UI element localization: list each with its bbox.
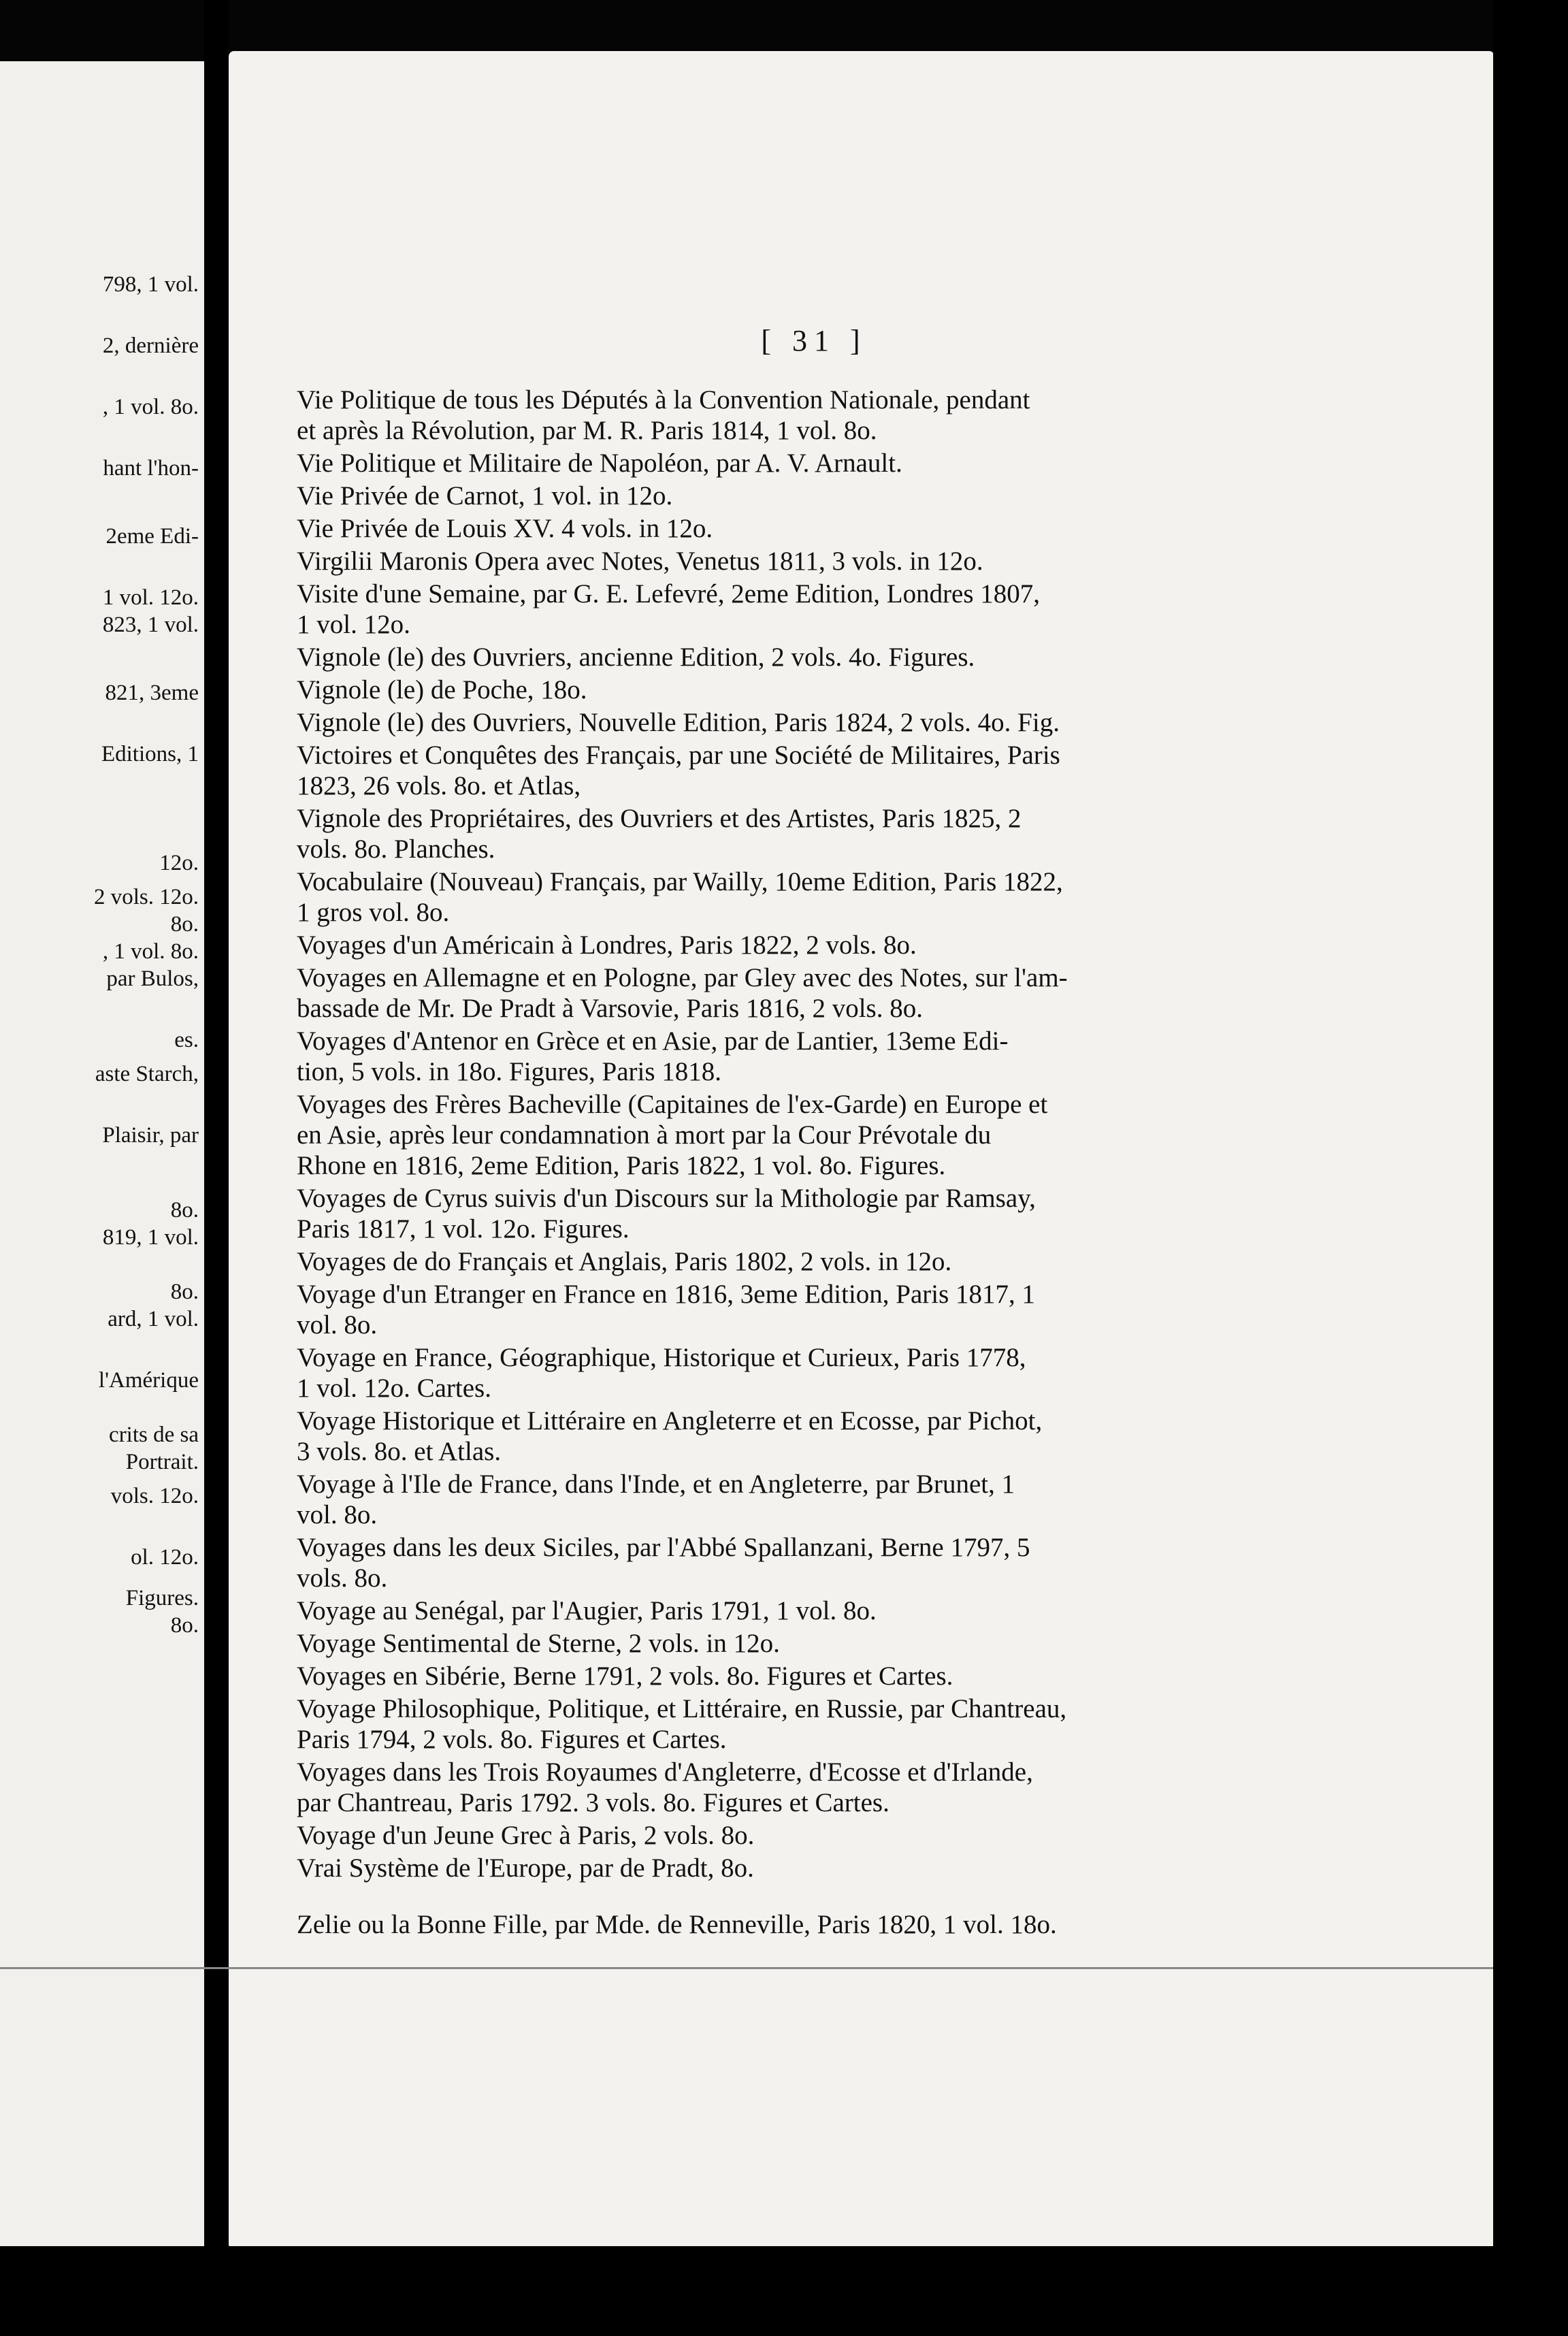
catalogue-entry: [297, 642, 1494, 672]
entry-continuation: 3 vols. 8o. et Atlas.: [297, 1437, 502, 1466]
facing-page-line: 798, 1 vol.: [102, 272, 199, 297]
entry-continuation: Paris 1817, 1 vol. 12o. Figures.: [297, 1214, 630, 1244]
entry-text: Voyages des Frères Bacheville (Capitaines de l'ex-Garde) en Europe et: [297, 1090, 1048, 1119]
catalogue-entry: [297, 546, 1494, 577]
entry-text: Voyages d'Antenor en Grèce et en Asie, par de Lantier, 13eme Edi-: [297, 1026, 1009, 1056]
facing-page-line: , 1 vol. 8o.: [102, 939, 199, 964]
entry-continuation: 1 gros vol. 8o.: [297, 898, 450, 927]
facing-page-fragment: [0, 61, 204, 2253]
entry-text: Voyage Historique et Littéraire en Angleterre et en Ecosse, par Pichot,: [297, 1406, 1043, 1435]
facing-page-line: 2, dernière: [102, 334, 199, 358]
facing-page-line: ol. 12o.: [131, 1545, 199, 1570]
facing-page-line: 1 vol. 12o.: [102, 585, 199, 610]
facing-page-line: crits de sa: [109, 1423, 199, 1447]
entry-gap: [297, 1885, 1494, 1909]
entry-text: Vie Privée de Carnot, 1 vol. in 12o.: [297, 481, 673, 510]
entry-text: Vie Privée de Louis XV. 4 vols. in 12o.: [297, 514, 713, 543]
facing-page-line: 8o.: [170, 1613, 199, 1638]
catalogue-entry: [297, 1595, 1494, 1626]
entry-continuation: vol. 8o.: [297, 1310, 378, 1340]
catalogue-entry: [297, 866, 1494, 928]
facing-page-line: ard, 1 vol.: [108, 1307, 199, 1331]
entry-text: Vignole (le) de Poche, 18o.: [297, 675, 587, 704]
entry-continuation: 1 vol. 12o.: [297, 610, 410, 639]
entry-continuation: 1 vol. 12o. Cartes.: [297, 1374, 491, 1403]
entry-continuation: vols. 8o. Planches.: [297, 834, 495, 864]
entry-text: Vie Politique de tous les Députés à la Convention Nationale, pendant: [297, 385, 1030, 415]
entry-text: Victoires et Conquêtes des Français, par une Société de Militaires, Paris: [297, 741, 1060, 770]
scan-border-bottom: [0, 2246, 1568, 2336]
catalogue-entry: [297, 1628, 1494, 1659]
entry-continuation: par Chantreau, Paris 1792. 3 vols. 8o. Figures et Cartes.: [297, 1788, 889, 1817]
facing-page-line: 823, 1 vol.: [102, 613, 199, 637]
entry-continuation: et après la Révolution, par M. R. Paris 1814, 1 vol. 8o.: [297, 416, 877, 445]
entry-text: Vie Politique et Militaire de Napoléon, par A. V. Arnault.: [297, 449, 902, 478]
final-entry: Zelie ou la Bonne Fille, par Mde. de Renneville, Paris 1820, 1 vol. 18o.: [297, 1910, 1057, 1939]
catalogue-entry: [297, 803, 1494, 864]
entry-text: Voyage à l'Ile de France, dans l'Inde, et en Angleterre, par Brunet, 1: [297, 1470, 1015, 1499]
catalogue-entry: [297, 448, 1494, 478]
catalogue-entry: [297, 962, 1494, 1024]
entry-text: Visite d'une Semaine, par G. E. Lefevré, 2eme Edition, Londres 1807,: [297, 579, 1041, 609]
scan-fold-line: [0, 1967, 1568, 1969]
entry-continuation: Rhone en 1816, 2eme Edition, Paris 1822, 1 vol. 8o. Figures.: [297, 1151, 946, 1180]
catalogue-entry: [297, 1532, 1494, 1593]
catalogue-entry: [297, 930, 1494, 960]
catalogue-entry: [297, 1246, 1494, 1277]
catalogue-entry: [297, 1183, 1494, 1244]
entry-continuation: 1823, 26 vols. 8o. et Atlas,: [297, 771, 581, 800]
page-gutter: [204, 0, 229, 2336]
catalogue-entry: [297, 1026, 1494, 1087]
facing-page-line: vols. 12o.: [110, 1484, 199, 1508]
page-number: [ 31 ]: [761, 324, 867, 357]
catalogue-entry: [297, 1853, 1494, 1883]
facing-page-line: 8o.: [170, 1280, 199, 1304]
facing-page-line: hant l'hon-: [103, 456, 199, 481]
facing-page-line: Editions, 1: [101, 742, 199, 766]
facing-page-line: es.: [174, 1028, 199, 1052]
entry-continuation: vol. 8o.: [297, 1500, 378, 1529]
catalogue-entry: [297, 1757, 1494, 1818]
facing-page-line: 819, 1 vol.: [102, 1225, 199, 1250]
entry-text: Vignole (le) des Ouvriers, ancienne Edition, 2 vols. 4o. Figures.: [297, 643, 975, 672]
facing-page-line: 12o.: [159, 851, 199, 875]
facing-page-line: Plaisir, par: [102, 1123, 199, 1148]
catalogue-entry: [297, 481, 1494, 511]
facing-page-line: 2 vols. 12o.: [93, 885, 199, 909]
facing-page-line: 821, 3eme: [105, 681, 199, 705]
facing-page-line: aste Starch,: [95, 1062, 199, 1086]
entry-text: Voyage en France, Géographique, Historique et Curieux, Paris 1778,: [297, 1343, 1026, 1372]
catalogue-entry: [297, 740, 1494, 801]
entry-text: Voyages en Sibérie, Berne 1791, 2 vols. 8o. Figures et Cartes.: [297, 1661, 953, 1691]
entry-text: Voyages en Allemagne et en Pologne, par Gley avec des Notes, sur l'am-: [297, 963, 1068, 992]
entry-text: Vocabulaire (Nouveau) Français, par Wailly, 10eme Edition, Paris 1822,: [297, 867, 1063, 896]
catalogue-entry: [297, 1089, 1494, 1181]
entry-text: Voyages de do Français et Anglais, Paris 1802, 2 vols. in 12o.: [297, 1247, 952, 1276]
catalogue-entry: [297, 1406, 1494, 1467]
entry-continuation: Paris 1794, 2 vols. 8o. Figures et Cartes.: [297, 1725, 727, 1754]
catalogue-entries: [297, 385, 1494, 1942]
catalogue-entry: [297, 1279, 1494, 1340]
catalogue-page: [229, 51, 1494, 2250]
entry-text: Voyage d'un Jeune Grec à Paris, 2 vols. 8o.: [297, 1821, 755, 1850]
catalogue-entry: [297, 1469, 1494, 1530]
entry-text: Voyages d'un Américain à Londres, Paris 1822, 2 vols. 8o.: [297, 930, 917, 960]
facing-page-line: l'Amérique: [98, 1368, 199, 1393]
entry-continuation: bassade de Mr. De Pradt à Varsovie, Paris 1816, 2 vols. 8o.: [297, 994, 923, 1023]
entry-text: Voyages dans les Trois Royaumes d'Angleterre, d'Ecosse et d'Irlande,: [297, 1757, 1033, 1787]
entry-continuation: en Asie, après leur condamnation à mort par la Cour Prévotale du: [297, 1120, 992, 1150]
catalogue-entry: [297, 1342, 1494, 1404]
entry-continuation: tion, 5 vols. in 18o. Figures, Paris 1818.: [297, 1057, 722, 1086]
entry-text: Voyages dans les deux Siciles, par l'Abbé Spallanzani, Berne 1797, 5: [297, 1533, 1030, 1562]
facing-page-line: 8o.: [170, 1198, 199, 1222]
scan-border-right: [1493, 0, 1568, 2336]
catalogue-entry: [297, 1820, 1494, 1851]
entry-text: Virgilii Maronis Opera avec Notes, Venetus 1811, 3 vols. in 12o.: [297, 547, 983, 576]
catalogue-entry: [297, 579, 1494, 640]
entry-text: Voyage au Senégal, par l'Augier, Paris 1791, 1 vol. 8o.: [297, 1596, 877, 1625]
facing-page-line: Portrait.: [125, 1450, 199, 1474]
catalogue-entry: [297, 1693, 1494, 1755]
catalogue-entry: [297, 1661, 1494, 1691]
entry-text: Voyages de Cyrus suivis d'un Discours sur la Mithologie par Ramsay,: [297, 1184, 1036, 1213]
facing-page-line: 2eme Edi-: [105, 524, 199, 549]
entry-text: Voyage Sentimental de Sterne, 2 vols. in 12o.: [297, 1629, 780, 1658]
facing-page-line: 8o.: [170, 912, 199, 937]
entry-text: Vignole (le) des Ouvriers, Nouvelle Edition, Paris 1824, 2 vols. 4o. Fig.: [297, 708, 1060, 737]
entry-text: Vignole des Propriétaires, des Ouvriers et des Artistes, Paris 1825, 2: [297, 804, 1022, 833]
catalogue-entry: [297, 675, 1494, 705]
facing-page-line: Figures.: [125, 1586, 199, 1610]
entry-text: Voyage d'un Etranger en France en 1816, 3eme Edition, Paris 1817, 1: [297, 1280, 1036, 1309]
entry-continuation: vols. 8o.: [297, 1563, 388, 1593]
catalogue-entry: [297, 707, 1494, 738]
entry-text: Voyage Philosophique, Politique, et Littéraire, en Russie, par Chantreau,: [297, 1694, 1067, 1723]
catalogue-entry: [297, 513, 1494, 544]
facing-page-line: , 1 vol. 8o.: [102, 395, 199, 419]
facing-page-line: par Bulos,: [106, 967, 199, 991]
entry-text: Vrai Système de l'Europe, par de Pradt, 8o.: [297, 1853, 754, 1883]
catalogue-entry: [297, 385, 1494, 446]
